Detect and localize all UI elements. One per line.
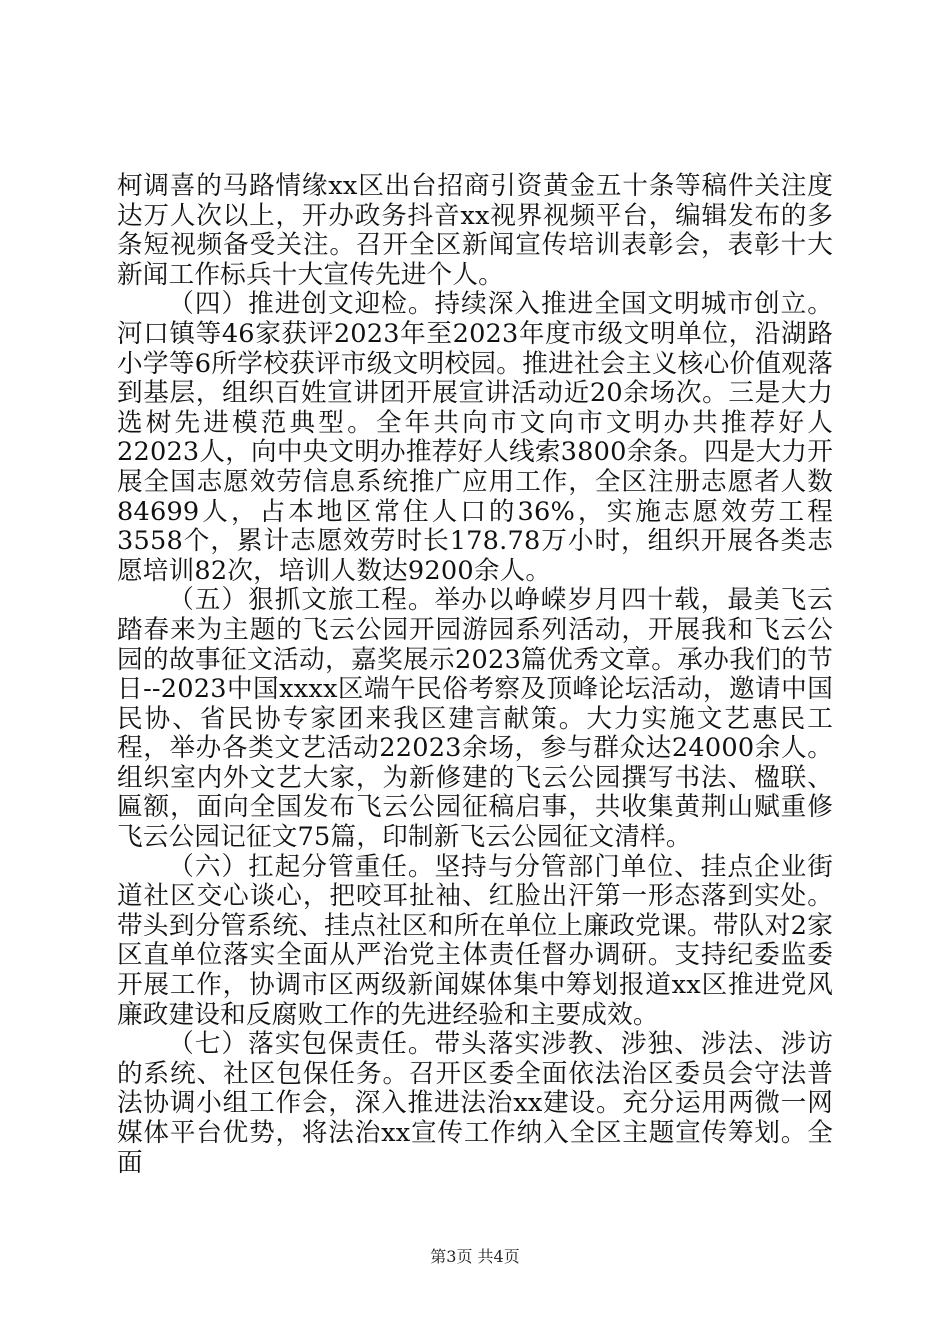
document-body (117, 172, 833, 1178)
paragraph-section-4: （四）推进创文迎检。持续深入推进全国文明城市创立。河口镇等46家获评2023年至2023年度市级文明单位，沿湖路小学等6所学校获评市级文明校园。推进社会主义核心价值观落到基层，组织百姓宣讲团开展宣讲活动近20余场次。三是大力选树先进模范典型。全年共向市文向市文明办共推荐好人22023人，向中央文明办推荐好人线索3800余条。四是大力开展全国志愿效劳信息系统推广应用工作，全区注册志愿者人数84699人，占本地区常住人口的36%，实施志愿效劳工程3558个，累计志愿效劳时长178.78万小时，组织开展各类志愿培训82次，培训人数达9200余人。 (117, 289, 833, 586)
page-footer: 第3页 共4页 (430, 1247, 520, 1266)
paragraph-section-6: （六）扛起分管重任。坚持与分管部门单位、挂点企业街道社区交心谈心，把咬耳扯袖、红脸出汗第一形态落到实处。带头到分管系统、挂点社区和所在单位上廉政党课。带队对2家区直单位落实全面从严治党主体责任督办调研。支持纪委监委开展工作，协调市区两级新闻媒体集中筹划报道xx区推进党风廉政建设和反腐败工作的先进经验和主要成效。 (117, 851, 833, 1030)
paragraph-continuation: 柯调喜的马路情缘xx区出台招商引资黄金五十条等稿件关注度达万人次以上，开办政务抖音xx视界视频平台，编辑发布的多条短视频备受关注。召开全区新闻宣传培训表彰会，表彰十大新闻工作标兵十大宣传先进个人。 (117, 171, 833, 290)
paragraph-section-7: （七）落实包保责任。带头落实涉教、涉独、涉法、涉访的系统、社区包保任务。召开区委全面依法治区委员会守法普法协调小组工作会，深入推进法治xx建设。充分运用两微一网媒体平台优势，将法治xx宣传工作纳入全区主题宣传筹划。全面 (117, 1029, 833, 1178)
paragraph-section-5: （五）狠抓文旅工程。举办以峥嵘岁月四十载，最美飞云踏春来为主题的飞云公园开园游园系列活动，开展我和飞云公园的故事征文活动，嘉奖展示2023篇优秀文章。承办我们的节日--2023中国xxxx区端午民俗考察及顶峰论坛活动，邀请中国民协、省民协专家团来我区建言献策。大力实施文艺惠民工程，举办各类文艺活动22023余场，参与群众达24000余人。组织室内外文艺大家，为新修建的飞云公园撰写书法、楹联、匾额，面向全国发布飞云公园征稿启事，共收集黄荆山赋重修飞云公园记征文75篇，印制新飞云公园征文清样。 (117, 585, 833, 853)
